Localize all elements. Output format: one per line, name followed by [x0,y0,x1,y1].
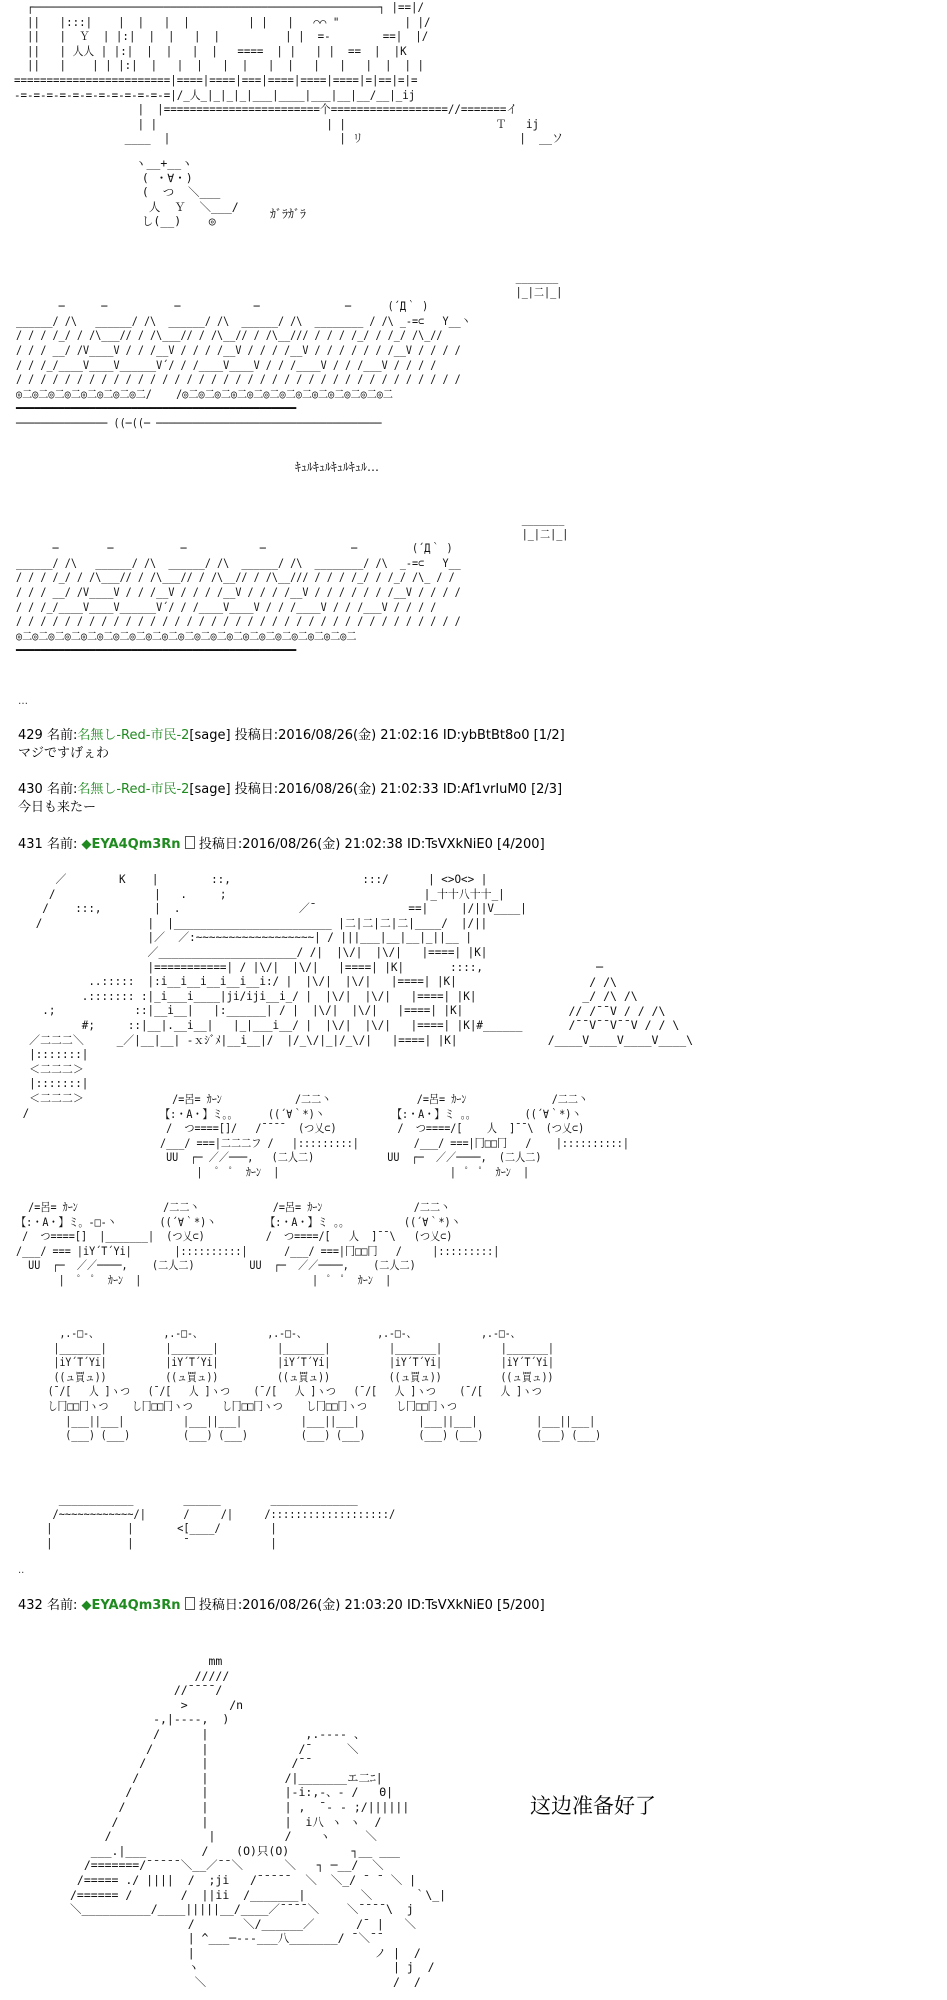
poster-id[interactable]: ID:Af1vrIuM0 [442,782,527,797]
post-count: [5/200] [497,1598,545,1613]
post-header-430 [18,781,562,799]
post-date: 2016/08/26(金) 21:02:38 [242,837,403,852]
name-label: 名前: [46,782,78,797]
post-number[interactable]: 432 [18,1598,43,1613]
kyurukyuru-sound-effect: ｷｭﾙｷｭﾙｷｭﾙｷｭﾙ… [295,460,380,474]
poster-trip[interactable]: ◆EYA4Qm3Rn [81,837,181,852]
post-count: [2/3] [531,782,563,797]
poster-name[interactable]: 名無し-Red-市民-2 [77,782,190,797]
name-label: 名前: [46,837,78,852]
post-number[interactable]: 431 [18,837,43,852]
tent-ascii-art: ─ / /\ _/ /\ /\ // /¯¯V / / /\ /¯¯V¯¯V¯¯V / / \ /____V____V____V____\ [547,960,694,1047]
mail-icon[interactable] [185,836,195,849]
kiln-characters-ascii-art: ,.-□-、 ,.-□-、 ,.-□-、 ,.-□-、 ,.-□-、 |_______| |_______| |_______| |_______| |_______| |iY´T´Yi| |iY´T´Yi| |iY´T´Yi| |iY´T´Yi| |iY´T´Yi| ((ュ買ュ)) ((ュ買ュ)) ((ュ買ュ)) ((ュ買ュ)) ((ュ買ュ)) (¯/[ 人 ]ヽつ (¯/[ 人 ]ヽつ (¯/[ 人 ]ヽつ (¯/[ 人 ]ヽつ (¯/[ 人 ]ヽつ し冂□□冂ヽつ し冂□□冂ヽつ し冂□□冂ヽつ し冂□□冂ヽつ し冂□□冂ヽつ |___||___| |___||___| |___||___| |___||___| |___||___| (___) (___) (___) (___) (___) (___) (___) (___) (___) (___) [47,1326,601,1443]
post-header-431 [18,836,545,854]
poster-name[interactable]: 名無し-Red-市民-2 [77,728,190,743]
translation-note: 这边准备好了 [530,1794,656,1818]
date-label: 投稿日: [198,837,243,852]
post-date: 2016/08/26(金) 21:03:20 [242,1598,403,1613]
post-count: [4/200] [497,837,545,852]
cart-character-ascii-art: ヽ__+__ヽ ( ・∀・) ( つ ＼___ 人 Ｙ ＼___/ し(__) ◎ [135,156,239,229]
post-date: 2016/08/26(金) 21:02:16 [278,728,439,743]
post-body-430: 今日も来たー [18,800,97,815]
roller-coaster-ascii-art-2: _______ |_|二|_| ─ ─ ─ ─ ─ (´Д｀ ) ______/ /\ ______/ /\ ______/ /\ ______/ /\ ________/ /\ _-=⊂ Y__ / / / /_/ / /\___// / /\___// / /\__// / /\__/// / / / /_/ / /_/ /\_ / / / / / __/ /V____V / / /__V / / / /__V / / / /__V / / / / / / /__V / / / / / / /_/____V____V______V´/ / /____V____V / / /____V / / /___V / / / / / / / / / / / / / / / / / / / / / / / / / / / / / / / / / / / / / / / / / ◎二◎二◎二◎二◎二◎二◎二◎二◎二◎二◎二◎二◎二◎二◎二◎二◎二◎二◎二◎二◎二 ━━━━━━━━━━━━━━━━━━━━━━━━━━━━━━━━━━━━━━━━━━━━━━ [16,512,569,658]
pottery-workers-ascii-art-2: /=呂= ｶｰﾝ /二二丶 /=呂= ｶｰﾝ /二二丶 【:・A・】ミ。-□-丶 ((´∀｀*)丶 【:・A・】ミ 。。 ((´∀｀*)丶 / つ====[] |_______| (つ乂⊂) / つ====/[ 人 ]¯¯\ (つ乂⊂) /___/ === |iY´T´Yi| |::::::::::| /___/ ===|冂□□冂 / |:::::::::| UU ┌─ ／／────, (二人二) UU ┌─ ／／────, (二人二) | ﾟ ﾟ ｶｰﾝ | | ﾟ ﾟ ｶｰﾝ | [16,1200,500,1287]
girl-with-kiln-ascii-art: mm ///// //¯¯¯¯/ > /n -,|----, ) / | ,.---- 、 / | /¯ ＼ / | /¯¯ / | /|_______エ二ﾆ| / | |-i:,-、- / Θ| / | | , ¯- - ;/|||||| / | | i八 ヽ ヽ / / | / ヽ ＼ ___.|___ / (O)只(O) ┐__ ___ /=======/¯¯¯¯¯＼__／¯¯＼ ＼ ┐ ─__/ ＼ /===== ./ |||| / ;ji /¯¯¯¯¯ ＼ ＼_/ ¯ ¯ ＼ | /====== / / ||ii /_______| ＼ ｀\_| ＼__________/____|||||__/____／¯¯¯¯＼ ＼¯¯¯¯\ j / ＼/______／ /¯ | ＼ | ^___─---___八_______/ ¯＼¯¯ | ノ | / ヽ | j / ＼ / / [70,1654,447,1990]
train-station-ascii-art: ┌─────────────────────────────────────────────────────┐ |==|/ || |:::| | | | | | | | ⌒⌒ " | |/ || | Ｙ | |:| | | | | | | =- ==| |/ || | 人人 | |:| | | | | ==== | | | | == | |K || | | | |:| | | | | | | | | | | | | | ========================|====|====|===|====|====|====|=|==|=|= -=-=-=-=-=-=-=-=-=-=-=-=|/_人_|_|_|_|___|____|___|__|__/__|_ij | |========================个==================//=======イ | | | | Ｔ ij ____ | | リ | __ソ [14,0,563,146]
post-body-429: マジですげぇわ [18,746,110,761]
post-number[interactable]: 430 [18,782,43,797]
post-date: 2016/08/26(金) 21:02:33 [278,782,439,797]
post-count: [1/2] [533,728,565,743]
mail-icon[interactable] [185,1597,195,1610]
date-label: 投稿日: [198,1598,243,1613]
post-header-429 [18,727,565,745]
ellipsis-separator: … [18,696,28,707]
date-label: 投稿日: [234,782,279,797]
tables-ascii-art: ____________ ______ ______________ /~~~~~~~~~~~~/| / /| /:::::::::::::::::::/ | | <[____/ | | | ¯ | [46,1492,396,1550]
roller-coaster-ascii-art-1: _______ |_|二|_| ─ ─ ─ ─ ─ (´Д｀ ) ______/ /\ ______/ /\ ______/ /\ ______/ /\ ________ / /\ _-=⊂ Y__丶 / / / /_/ / /\___// / /\___// / /\__// / /\__/// / / / /_/ / /_/ /\_// / / / __/ /V____V / / /__V / / / /__V / / / /__V / / / / / / /__V / / / / / / /_/____V____V______V´/ / /____V____V / / /____V / / /___V / / / / / / / / / / / / / / / / / / / / / / / / / / / / / / / / / / / / / / / / / ◎二◎二◎二◎二◎二◎二◎二◎二/ /◎二◎二◎二◎二◎二◎二◎二◎二◎二◎二◎二◎二◎二 ━━━━━━━━━━━━━━━━━━━━━━━━━━━━━━━━━━━━━━━━━━━━━━ ─────────────── ((─((─ ───────────────────────────────────── [16,270,563,430]
poster-id[interactable]: ID:ybBtBt8o0 [442,728,530,743]
poster-id[interactable]: ID:TsVXkNiE0 [406,1598,493,1613]
castle-ascii-art: ／ K | ::, :::/ | <>O<> | / | . ; |_十十八十十_| / :::, | . ／¯ ==| |/||V____| / | |________________________ |二|二|二|二|____/ |/|| |／ ／:~~~~~~~~~~~~~~~~~~| / |||___|__|__|_||__ | ／_____________________/ /| |\/| |\/| |====| |K| |===========| / |\/| |\/| |====| |K| ::::, ..::::: |:i__i__i__i__i__i:/ | |\/| |\/| |====| |K| .::::::: :|_i___i____|ji/iji__i_/ | |\/| |\/| |====| |K| .; ::|__i__| |:______| / | |\/| |\/| |====| |K| #; ::|__|.__i__| |_|___i__/ | |\/| |\/| |====| |K|#______ ／二二二＼ _／|__|__| -ｘｼﾞﾒ|__i__|/ |/_\/|_|/_\/| |====| |K| |:::::::| ＜二二二＞ |:::::::| ＜二二二＞ / [22,872,527,1120]
date-label: 投稿日: [234,728,279,743]
poster-trip[interactable]: ◆EYA4Qm3Rn [81,1598,181,1613]
mail-field[interactable]: [sage] [189,782,231,797]
garagara-sound-effect: ｶﾞﾗｶﾞﾗ [270,207,307,221]
name-label: 名前: [46,1598,78,1613]
pottery-workers-ascii-art-1: /=呂= ｶｰﾝ /二二丶 /=呂= ｶｰﾝ /二二丶 【:・A・】ミ。。 ((´∀｀*)丶 【:・A・】ミ 。。 ((´∀｀*)丶 / つ====[]/ /¯¯¯¯ (つ乂⊂) / つ====/[ 人 ]¯¯\ (つ乂⊂) /___/ ===|二二二フ / |:::::::::| /___/ ===|冂□□冂 / |::::::::::| UU ┌─ ／／───, (二人二) UU ┌─ ／／────, (二人二) | ﾟ ﾟ ｶｰﾝ | | ﾟ ﾟ ｶｰﾝ | [160,1092,629,1179]
name-label: 名前: [46,728,78,743]
post-header-432 [18,1597,545,1615]
post-number[interactable]: 429 [18,728,43,743]
mail-field[interactable]: [sage] [189,728,231,743]
dot-separator: .. [18,1565,25,1576]
poster-id[interactable]: ID:TsVXkNiE0 [406,837,493,852]
